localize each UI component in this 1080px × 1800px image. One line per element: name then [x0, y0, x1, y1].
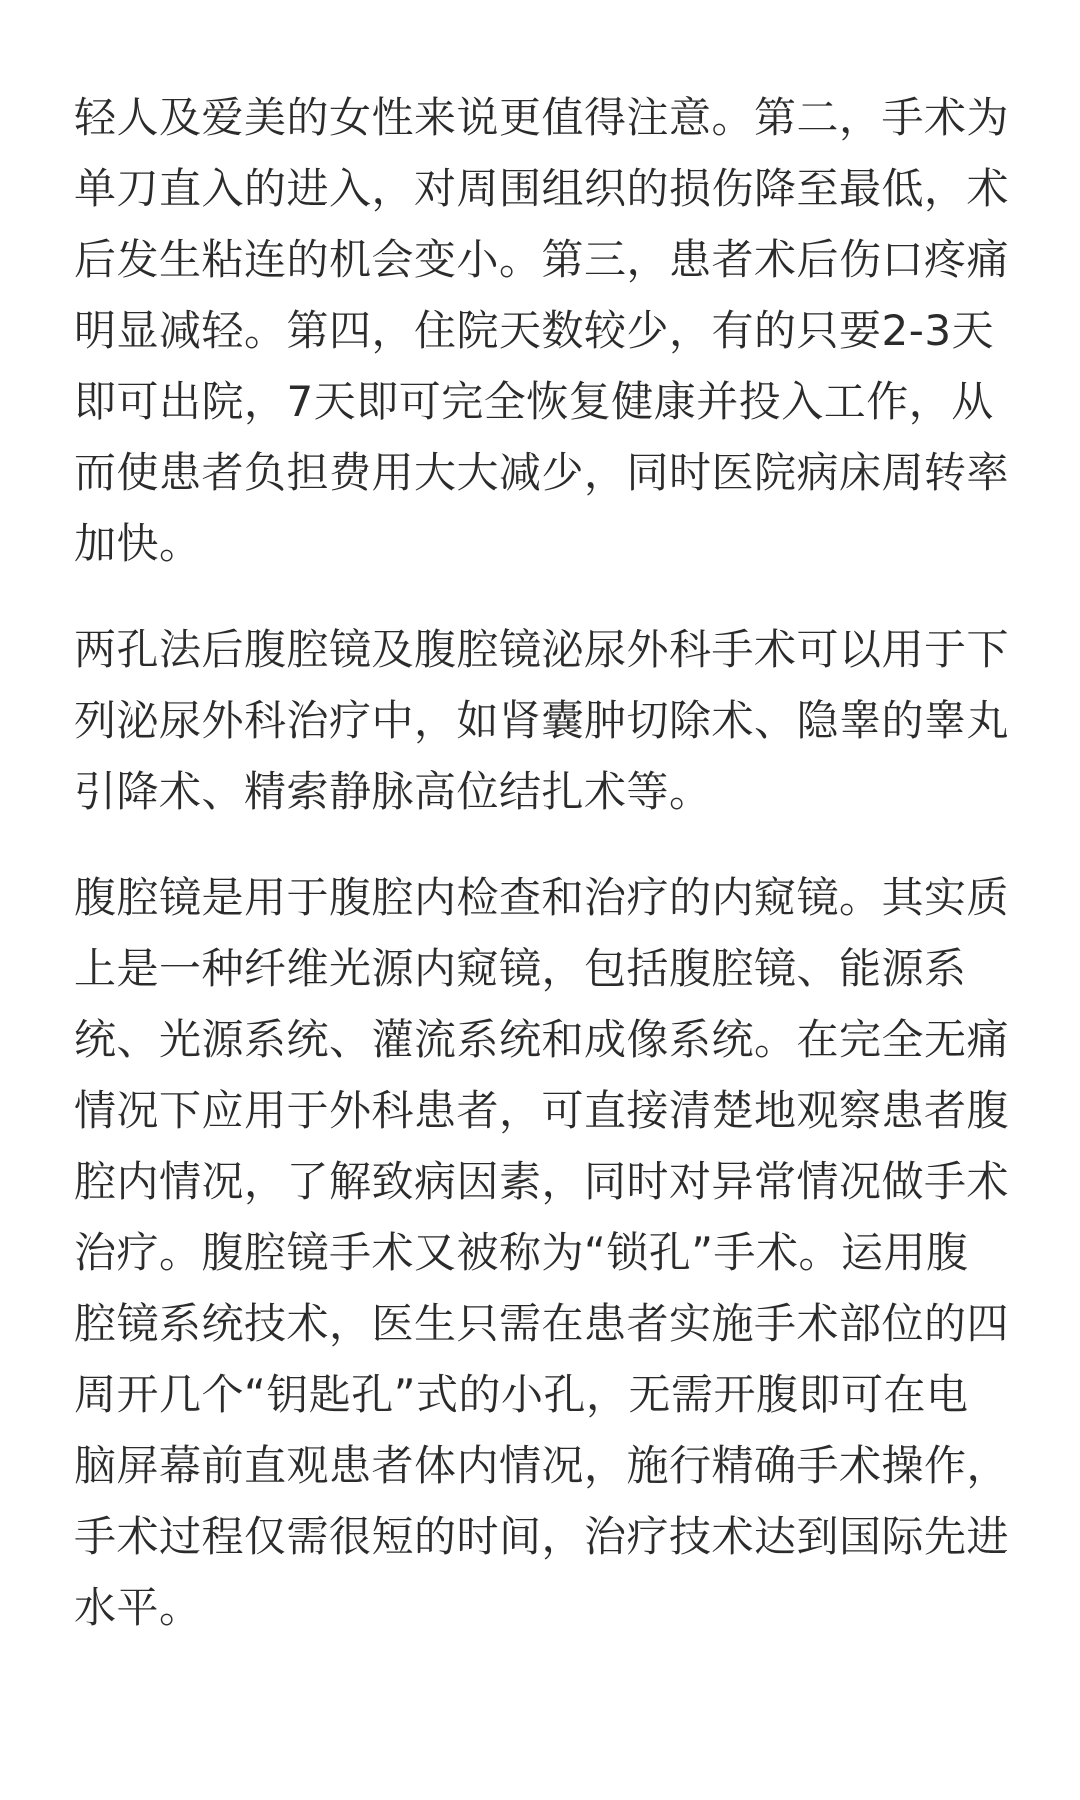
- text-line: 上是一种纤维光源内窥镜，包括腹腔镜、能源系: [74, 944, 967, 993]
- text-line: 两孔法后腹腔镜及腹腔镜泌尿外科手术可以用于下: [74, 625, 1010, 674]
- text-line: 列泌尿外科治疗中，如肾囊肿切除术、隐睾的睾丸: [74, 696, 1010, 745]
- text-line: 即可出院，7天即可完全恢复健康并投入工作，从: [74, 377, 994, 426]
- paragraph-applications: [74, 614, 1010, 827]
- paragraph-laparoscope-definition: [74, 862, 1010, 1643]
- text-line: 轻人及爱美的女性来说更值得注意。第二，手术为: [74, 93, 1010, 142]
- text-line: 治疗。腹腔镜手术又被称为“锁孔”手术。运用腹: [74, 1228, 969, 1277]
- article-body: [74, 82, 1010, 1678]
- text-line: 水平。: [74, 1583, 202, 1632]
- text-line: 而使患者负担费用大大减少，同时医院病床周转率: [74, 448, 1010, 497]
- text-line: 腔镜系统技术，医生只需在患者实施手术部位的四: [74, 1299, 1010, 1348]
- text-line: 加快。: [74, 519, 202, 568]
- text-line: 单刀直入的进入，对周围组织的损伤降至最低，术: [74, 164, 1010, 213]
- text-line: 统、光源系统、灌流系统和成像系统。在完全无痛: [74, 1015, 1010, 1064]
- text-line: 脑屏幕前直观患者体内情况，施行精确手术操作，: [74, 1441, 1010, 1490]
- text-line: 后发生粘连的机会变小。第三，患者术后伤口疼痛: [74, 235, 1010, 284]
- text-line: 腹腔镜是用于腹腔内检查和治疗的内窥镜。其实质: [74, 873, 1010, 922]
- text-line: 明显减轻。第四，住院天数较少，有的只要2-3天: [74, 306, 995, 355]
- paragraph-benefits: [74, 82, 1010, 579]
- text-line: 手术过程仅需很短的时间，治疗技术达到国际先进: [74, 1512, 1010, 1561]
- text-line: 情况下应用于外科患者，可直接清楚地观察患者腹: [74, 1086, 1010, 1135]
- text-line: 腔内情况，了解致病因素，同时对异常情况做手术: [74, 1157, 1010, 1206]
- text-line: 周开几个“钥匙孔”式的小孔，无需开腹即可在电: [74, 1370, 969, 1419]
- text-line: 引降术、精索静脉高位结扎术等。: [74, 767, 712, 816]
